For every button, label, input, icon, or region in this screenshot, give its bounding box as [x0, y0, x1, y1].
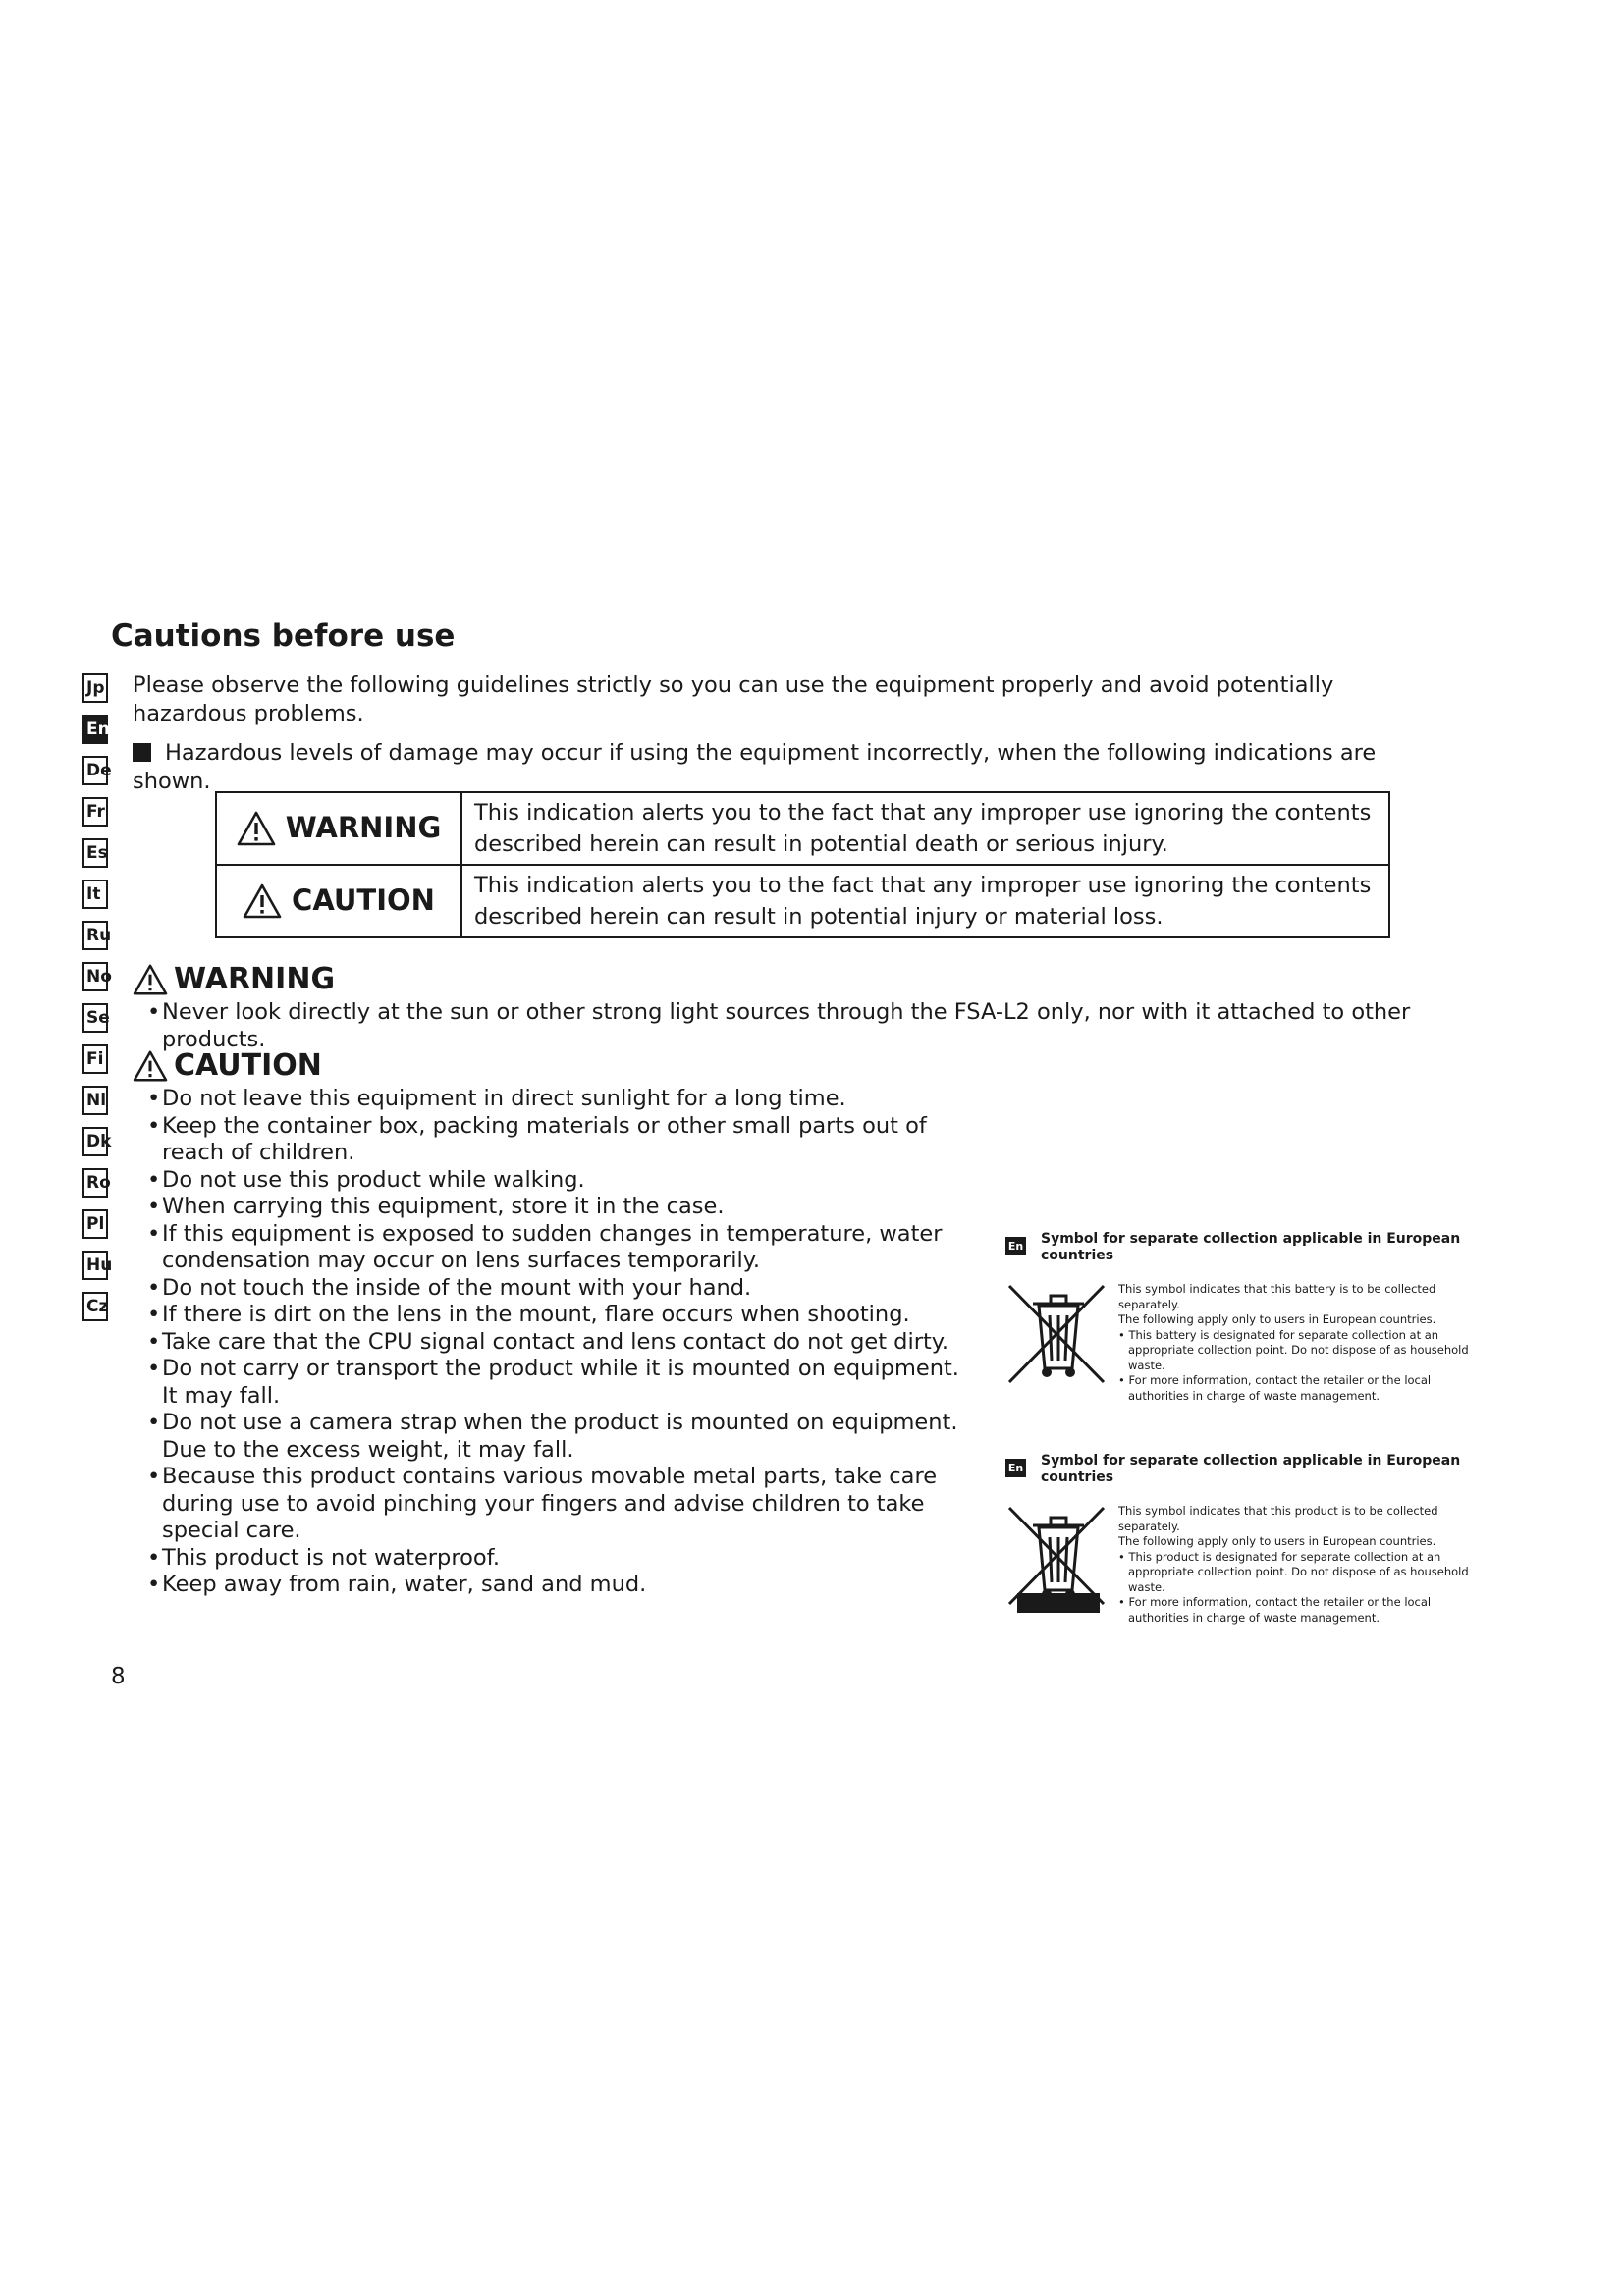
caution-triangle-icon [243, 883, 282, 919]
weee-line: The following apply only to users in European countries. [1118, 1534, 1436, 1548]
weee-body [1118, 1504, 1472, 1626]
caution-heading-label: CAUTION [174, 1048, 322, 1083]
hazard-note-text: Hazardous levels of damage may occur if using the equipment incorrectly, when the following indications are shown. [133, 740, 1377, 794]
hazard-level-row [216, 865, 1389, 937]
weee-line: This symbol indicates that this product is to be collected separately. [1118, 1504, 1438, 1533]
square-bullet-icon [133, 743, 151, 762]
weee-bin-underline-bar [1017, 1593, 1100, 1613]
weee-bullet: • This battery is designated for separate collection at an appropriate collection point. Do not dispose of as household waste. [1118, 1327, 1469, 1372]
lang-tab-fr[interactable]: Fr [82, 797, 108, 827]
caution-heading [133, 1048, 322, 1083]
lang-tab-hu[interactable]: Hu [82, 1251, 108, 1280]
caution-item: • This product is not waterproof. [147, 1545, 972, 1573]
caution-item: • Do not carry or transport the product while it is mounted on equipment. It may fall. [147, 1356, 972, 1410]
warning-item: • Never look directly at the sun or other strong light sources through the FSA-L2 only, nor with it attached to other products. [147, 999, 1424, 1053]
weee-bullet-text: This battery is designated for separate collection at an appropriate collection point. Do not dispose of as household waste. [1128, 1327, 1469, 1372]
lang-tab-en[interactable]: En [82, 715, 108, 744]
lang-tab-pl[interactable]: Pl [82, 1209, 108, 1239]
caution-item: • Do not use a camera strap when the product is mounted on equipment. Due to the excess weight, it may fall. [147, 1410, 972, 1464]
warning-heading-label: WARNING [174, 962, 336, 996]
intro-paragraph: Please observe the following guidelines strictly so you can use the equipment properly and avoid potentially hazardous problems. [133, 672, 1334, 726]
caution-item: • Take care that the CPU signal contact and lens contact do not get dirty. [147, 1329, 972, 1357]
caution-item: • If this equipment is exposed to sudden changes in temperature, water condensation may occur on lens surfaces temporarily. [147, 1221, 972, 1275]
lang-tab-jp[interactable]: Jp [82, 673, 108, 703]
lang-tab-dk[interactable]: Dk [82, 1127, 108, 1156]
weee-line: This symbol indicates that this battery is to be collected separately. [1118, 1282, 1436, 1311]
caution-item: • Keep away from rain, water, sand and mud. [147, 1572, 972, 1599]
warning-signal-label: WARNING [285, 811, 442, 844]
weee-bullet: • This product is designated for separate collection at an appropriate collection point. Do not dispose of as household waste. [1118, 1549, 1469, 1594]
weee-bullet-text: For more information, contact the retailer or the local authorities in charge of waste management. [1128, 1595, 1432, 1625]
warning-triangle-icon [133, 964, 168, 995]
lang-tab-fi[interactable]: Fi [82, 1044, 108, 1074]
weee-bullet: • For more information, contact the retailer or the local authorities in charge of waste management. [1118, 1373, 1432, 1403]
crossed-out-bin-icon [1005, 1280, 1111, 1388]
hazard-levels-table [215, 791, 1390, 938]
caution-item: • Keep the container box, packing materials or other small parts out of reach of children. [147, 1113, 972, 1167]
hazard-note [133, 739, 1409, 796]
warning-heading [133, 962, 335, 996]
weee-body [1118, 1282, 1472, 1404]
lang-tab-de[interactable]: De [82, 756, 108, 785]
lang-tab-es[interactable]: Es [82, 838, 108, 868]
weee-heading: Symbol for separate collection applicable in European countries [1041, 1231, 1461, 1263]
weee-product-notice [1005, 1453, 1467, 1649]
caution-signal-label: CAUTION [292, 883, 435, 917]
lang-tab-no[interactable]: No [82, 962, 108, 991]
caution-description: This indication alerts you to the fact that any improper use ignoring the contents described herein can result in potential injury or material loss. [461, 865, 1389, 937]
hazard-level-row [216, 792, 1389, 865]
lang-tab-ru[interactable]: Ru [82, 921, 108, 950]
weee-heading: Symbol for separate collection applicable in European countries [1041, 1453, 1461, 1485]
page-number: 8 [111, 1664, 126, 1689]
warning-signal-cell [216, 792, 461, 865]
weee-line: The following apply only to users in European countries. [1118, 1312, 1436, 1326]
caution-signal-cell [216, 865, 461, 937]
lang-tab-it[interactable]: It [82, 880, 108, 909]
caution-item: • Because this product contains various movable metal parts, take care during use to avoid pinching your fingers and advise children to take special care. [147, 1464, 972, 1545]
warning-triangle-icon [237, 811, 276, 846]
caution-item: • Do not use this product while walking. [147, 1167, 972, 1195]
lang-tab-ro[interactable]: Ro [82, 1168, 108, 1198]
lang-tab-se[interactable]: Se [82, 1003, 108, 1033]
caution-item: • Do not leave this equipment in direct sunlight for a long time. [147, 1086, 972, 1113]
lang-tab-nl[interactable]: Nl [82, 1086, 108, 1115]
weee-bullet-text: This product is designated for separate collection at an appropriate collection point. Do not dispose of as household waste. [1128, 1549, 1469, 1594]
caution-list [147, 1086, 972, 1599]
weee-bullet: • For more information, contact the retailer or the local authorities in charge of waste management. [1118, 1595, 1432, 1625]
caution-item: • Do not touch the inside of the mount with your hand. [147, 1275, 972, 1303]
en-badge: En [1005, 1237, 1026, 1255]
lang-tab-cz[interactable]: Cz [82, 1292, 108, 1321]
caution-triangle-icon [133, 1050, 168, 1082]
en-badge: En [1005, 1459, 1026, 1477]
caution-item: • When carrying this equipment, store it in the case. [147, 1194, 972, 1221]
weee-battery-notice [1005, 1231, 1467, 1427]
warning-description: This indication alerts you to the fact that any improper use ignoring the contents described herein can result in potential death or serious injury. [461, 792, 1389, 865]
caution-item: • If there is dirt on the lens in the mount, flare occurs when shooting. [147, 1302, 972, 1329]
warning-list [147, 999, 1424, 1053]
weee-bullet-text: For more information, contact the retailer or the local authorities in charge of waste management. [1128, 1373, 1432, 1403]
page-title: Cautions before use [111, 618, 456, 654]
